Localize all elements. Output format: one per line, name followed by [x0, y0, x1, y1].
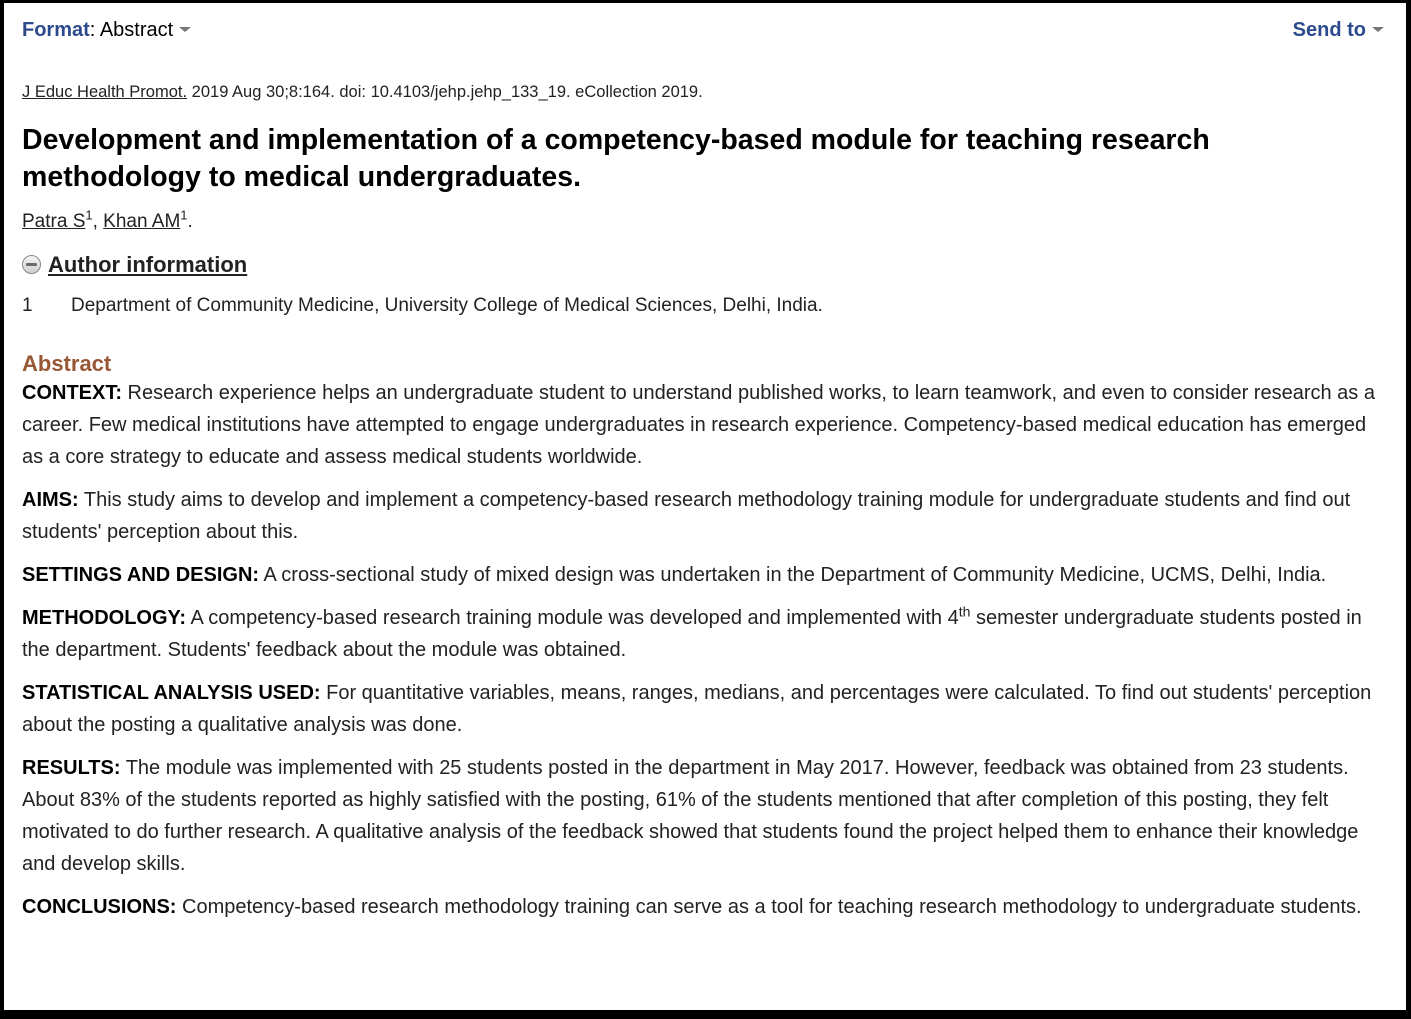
affiliation-number: 1 [22, 295, 33, 316]
author-list [22, 207, 193, 233]
article-title: Development and implementation of a competency-based module for teaching research methodology to medical undergraduates. [22, 124, 1210, 193]
affiliation-text: Department of Community Medicine, University College of Medical Sciences, Delhi, India. [71, 295, 823, 316]
author-separator: , [92, 211, 104, 232]
section-label: AIMS: [22, 489, 79, 511]
format-dropdown[interactable] [22, 19, 191, 42]
author-information-label[interactable]: Author information [48, 252, 248, 277]
toolbar [22, 19, 1384, 47]
ordinal-suffix: th [958, 603, 971, 620]
abstract-section-context [22, 377, 1382, 473]
abstract-section-aims [22, 484, 1382, 548]
citation-details: 2019 Aug 30;8:164. doi: 10.4103/jehp.jehp_133_19. eCollection 2019. [187, 83, 703, 101]
abstract-section-settings [22, 559, 1382, 591]
format-label: Format [22, 19, 90, 41]
journal-link[interactable]: J Educ Health Promot. [22, 83, 188, 101]
author-link[interactable]: Patra S [22, 211, 86, 232]
author-affil-ref: 1 [85, 207, 93, 223]
citation [22, 83, 703, 102]
page-frame [4, 3, 1406, 1010]
author-affil-ref: 1 [180, 207, 188, 223]
author-information-toggle[interactable] [22, 252, 247, 278]
abstract-section-results [22, 752, 1382, 880]
section-label: CONTEXT: [22, 382, 122, 404]
section-text: A cross-sectional study of mixed design was undertaken in the Department of Community Medicine, UCMS, Delhi, India. [259, 564, 1327, 586]
section-text: The module was implemented with 25 students posted in the department in May 2017. However, feedback was obtained from 23 students. About 83% of the students reported as highly satisfied with the posting, 61% of the students mentioned that after completion of this posting, they felt motivated to do further research. A qualitative analysis of the feedback showed that students found the project helped them to enhance their knowledge and develop skills. [22, 757, 1359, 875]
abstract-section-conclusions [22, 891, 1382, 923]
collapse-minus-icon[interactable] [22, 255, 41, 274]
section-label: STATISTICAL ANALYSIS USED: [22, 682, 321, 704]
send-to-label: Send to [1292, 19, 1366, 41]
format-colon: : [89, 19, 100, 41]
chevron-down-icon [179, 27, 191, 32]
section-label: METHODOLOGY: [22, 607, 187, 629]
section-text: Competency-based research methodology training can serve as a tool for teaching research methodology to undergraduate students. [176, 896, 1362, 918]
abstract-heading: Abstract [22, 351, 112, 376]
section-label: RESULTS: [22, 757, 121, 779]
abstract-body [22, 377, 1382, 934]
abstract-section-methodology [22, 602, 1382, 666]
format-value: Abstract [99, 19, 174, 41]
section-text: For quantitative variables, means, ranges, medians, and percentages were calculated. To find out students' perception about the posting a qualitative analysis was done. [22, 682, 1372, 736]
chevron-down-icon [1372, 27, 1384, 32]
section-text: A competency-based research training module was developed and implemented with 4 [186, 607, 959, 629]
abstract-section-statistical-analysis [22, 677, 1382, 741]
send-to-dropdown[interactable] [1293, 19, 1384, 42]
section-text: semester undergraduate students posted in the department. Students' feedback about the module was obtained. [22, 607, 1362, 661]
section-label: SETTINGS AND DESIGN: [22, 564, 260, 586]
section-label: CONCLUSIONS: [22, 896, 177, 918]
author-list-end: . [187, 211, 193, 232]
section-text: This study aims to develop and implement a competency-based research methodology training module for undergraduate students and find out students' perception about this. [22, 489, 1351, 543]
section-text: Research experience helps an undergraduate student to understand published works, to learn teamwork, and even to consider research as a career. Few medical institutions have attempted to engage undergraduates in research experience. Competency-based medical education has emerged as a core strategy to educate and assess medical students worldwide. [22, 382, 1375, 468]
affiliation-item [22, 295, 823, 317]
author-link[interactable]: Khan AM [103, 211, 181, 232]
